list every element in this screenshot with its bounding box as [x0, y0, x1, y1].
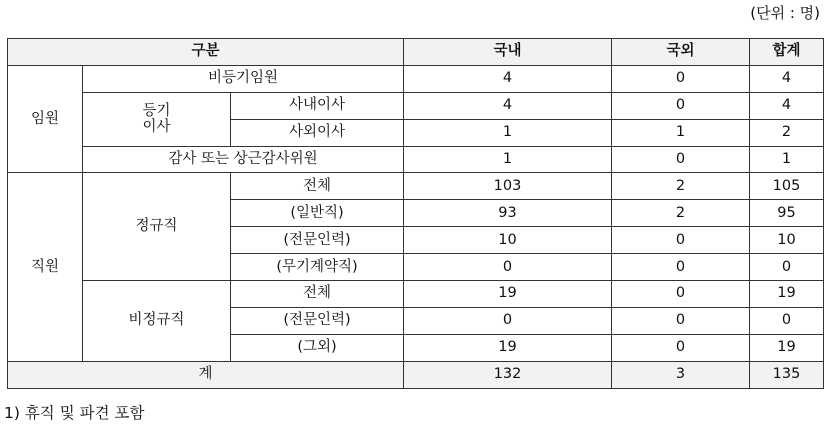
group-officers: 임원 [8, 65, 83, 173]
subgroup-non-regular: 비정규직 [83, 281, 231, 362]
cell-total: 95 [750, 200, 824, 227]
cell-total: 19 [750, 281, 824, 308]
unit-label: (단위 : 명) [750, 4, 820, 22]
cell-domestic: 4 [404, 65, 612, 92]
cell-total: 0 [750, 307, 824, 334]
table-row [8, 173, 824, 200]
cell-domestic: 1 [404, 146, 612, 173]
row-label: (전문인력) [231, 307, 404, 334]
table-row [8, 281, 824, 308]
cell-total: 2 [750, 119, 824, 146]
cell-domestic: 132 [404, 361, 612, 388]
cell-domestic: 103 [404, 173, 612, 200]
group-employees: 직원 [8, 173, 83, 361]
cell-overseas: 1 [612, 119, 750, 146]
row-label: 사내이사 [231, 92, 404, 119]
cell-overseas: 2 [612, 173, 750, 200]
header-total: 합계 [750, 39, 824, 66]
cell-domestic: 0 [404, 254, 612, 281]
row-label: (전문인력) [231, 227, 404, 254]
cell-overseas: 0 [612, 334, 750, 361]
cell-total: 10 [750, 227, 824, 254]
row-label: 비등기임원 [83, 65, 404, 92]
cell-domestic: 10 [404, 227, 612, 254]
total-label: 계 [8, 361, 404, 388]
cell-total: 0 [750, 254, 824, 281]
cell-domestic: 4 [404, 92, 612, 119]
cell-overseas: 0 [612, 146, 750, 173]
cell-total: 19 [750, 334, 824, 361]
cell-domestic: 93 [404, 200, 612, 227]
row-label: 전체 [231, 281, 404, 308]
cell-domestic: 19 [404, 281, 612, 308]
table-row [8, 65, 824, 92]
footnote: 1) 휴직 및 파견 포함 [4, 404, 145, 422]
cell-overseas: 0 [612, 254, 750, 281]
row-label: (그외) [231, 334, 404, 361]
header-category: 구분 [8, 39, 404, 66]
cell-domestic: 1 [404, 119, 612, 146]
header-overseas: 국외 [612, 39, 750, 66]
cell-domestic: 19 [404, 334, 612, 361]
cell-overseas: 0 [612, 227, 750, 254]
subgroup-regular: 정규직 [83, 173, 231, 281]
table-row [8, 146, 824, 173]
cell-overseas: 3 [612, 361, 750, 388]
cell-overseas: 0 [612, 92, 750, 119]
cell-overseas: 0 [612, 307, 750, 334]
header-row [8, 39, 824, 66]
cell-total: 4 [750, 65, 824, 92]
cell-overseas: 0 [612, 281, 750, 308]
table-row [8, 92, 824, 119]
cell-total: 135 [750, 361, 824, 388]
row-label: 사외이사 [231, 119, 404, 146]
total-row [8, 361, 824, 388]
cell-total: 1 [750, 146, 824, 173]
staff-table [7, 38, 824, 389]
cell-domestic: 0 [404, 307, 612, 334]
row-label: 감사 또는 상근감사위원 [83, 146, 404, 173]
cell-total: 4 [750, 92, 824, 119]
cell-total: 105 [750, 173, 824, 200]
cell-overseas: 2 [612, 200, 750, 227]
row-label: 전체 [231, 173, 404, 200]
row-label: (일반직) [231, 200, 404, 227]
subgroup-registered: 등기 이사 [83, 92, 231, 146]
header-domestic: 국내 [404, 39, 612, 66]
row-label: (무기계약직) [231, 254, 404, 281]
cell-overseas: 0 [612, 65, 750, 92]
